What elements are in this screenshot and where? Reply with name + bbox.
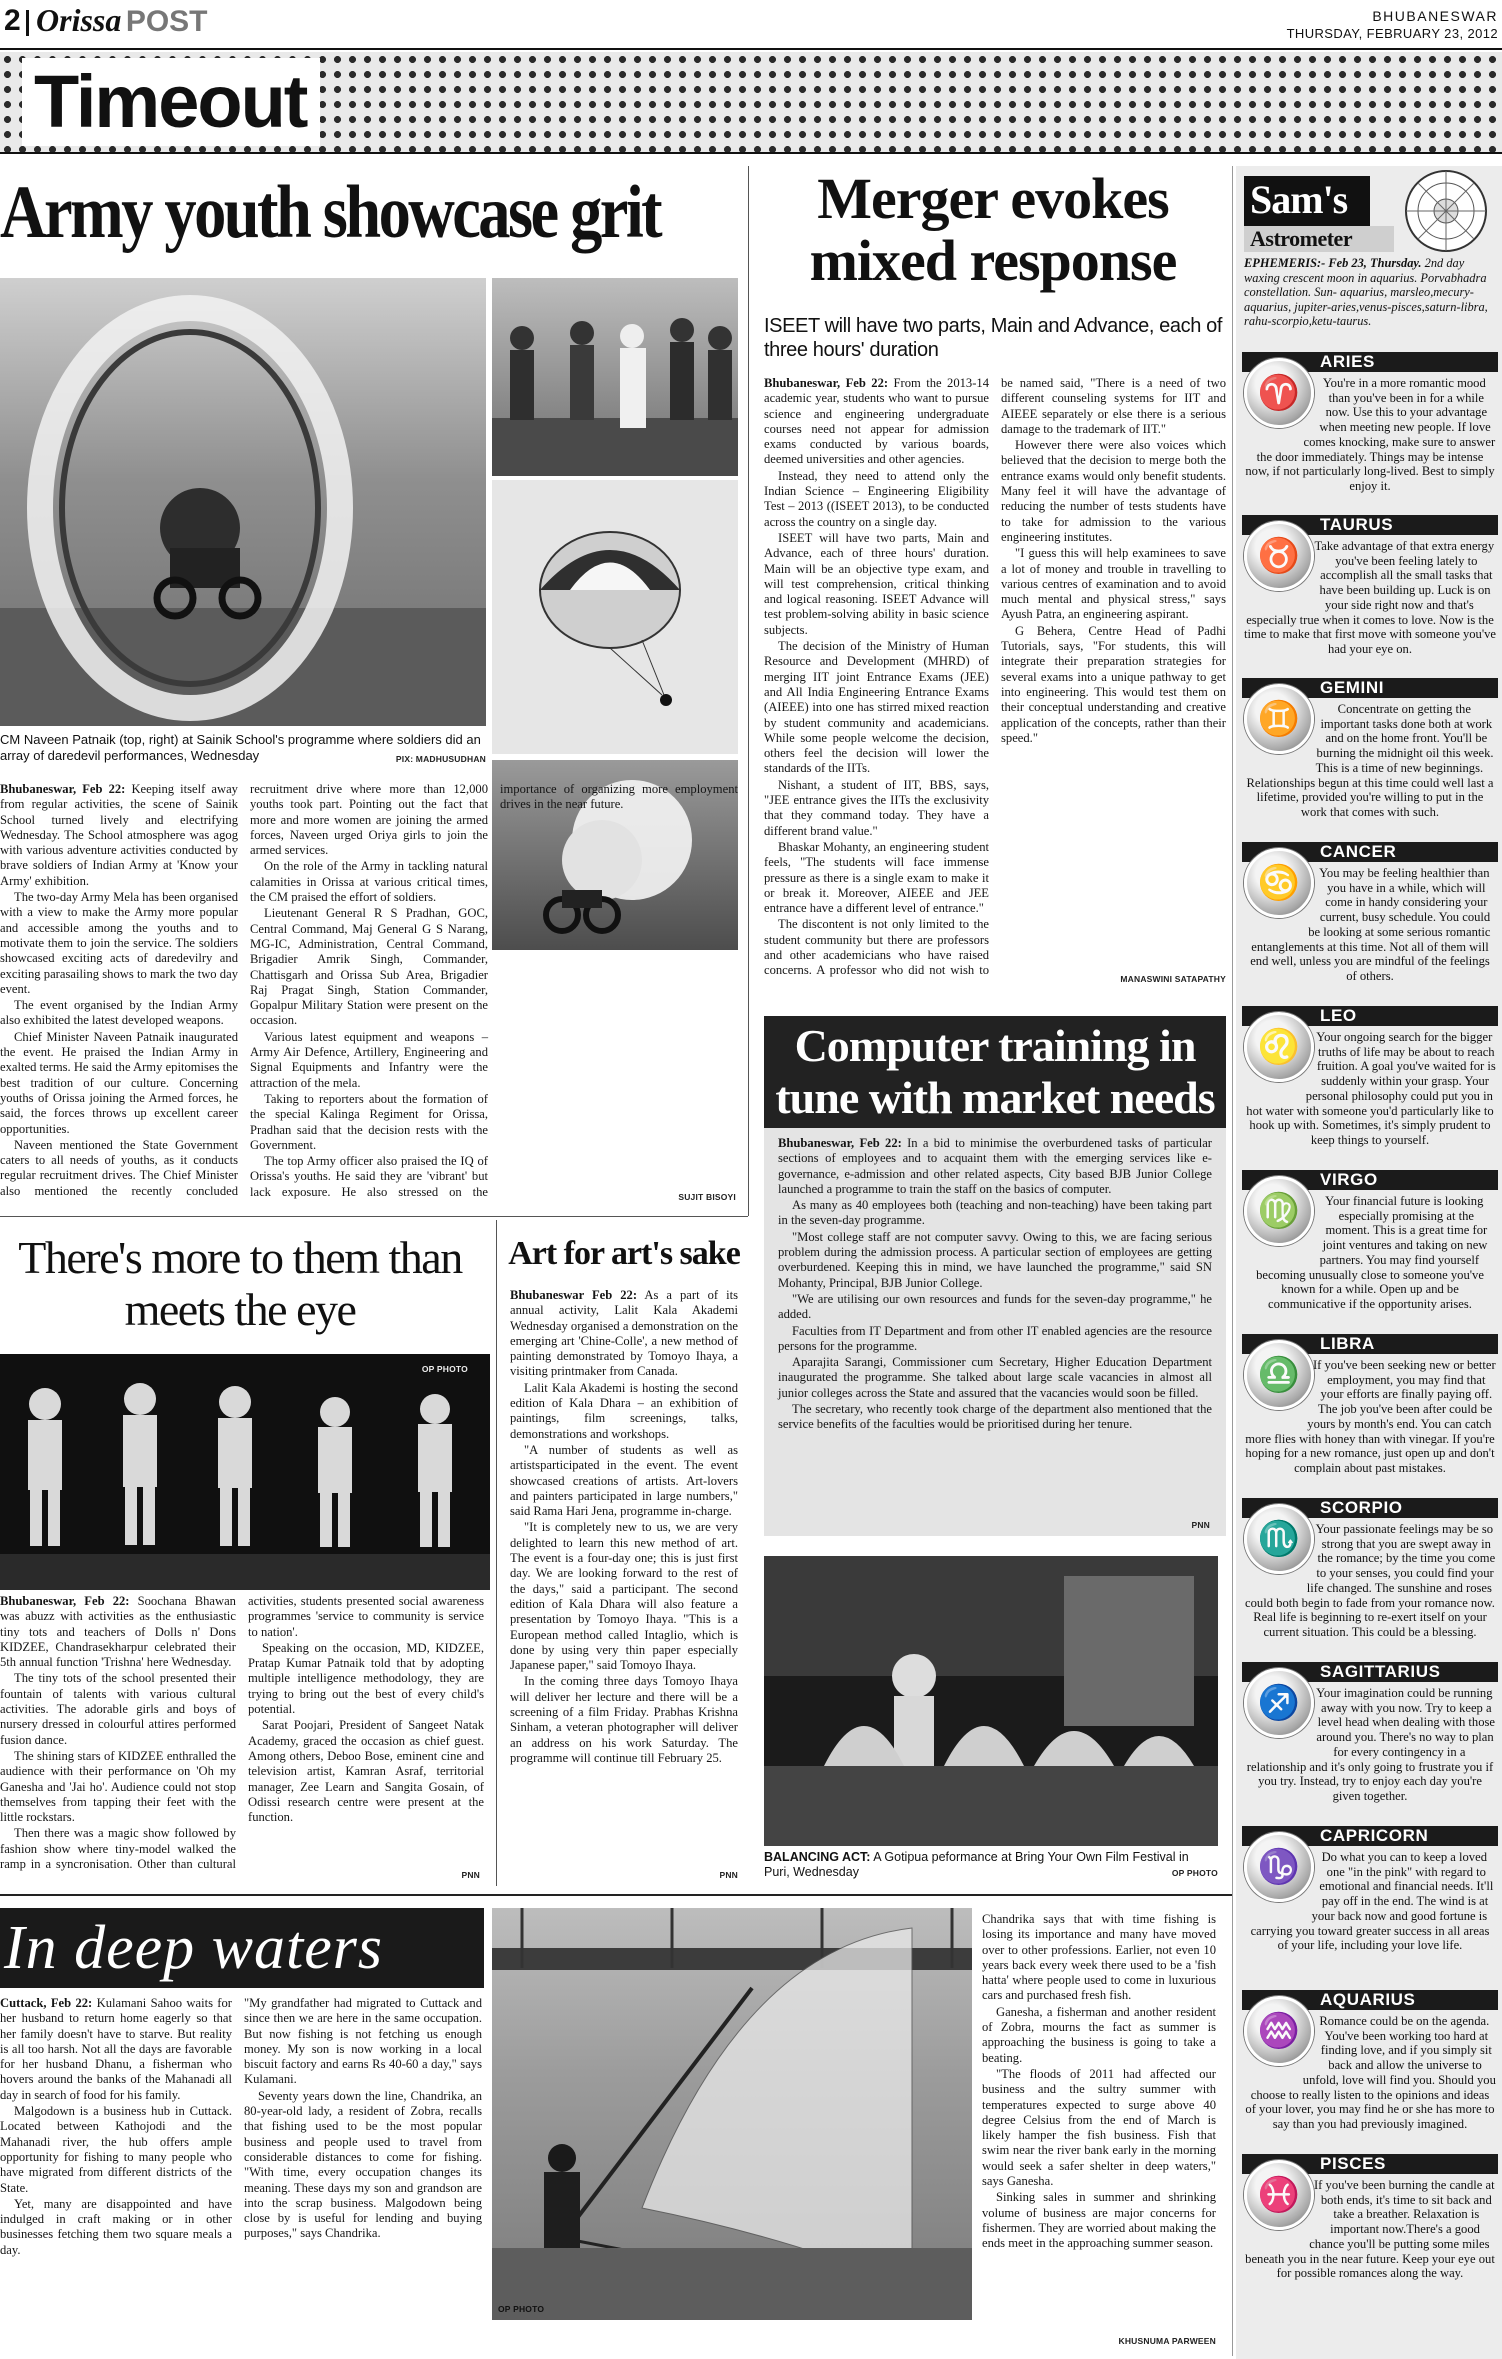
column-divider: [748, 166, 749, 1216]
sign-glyph: ♒: [1257, 2013, 1301, 2050]
sign-title: CANCER: [1242, 842, 1498, 862]
sign-reading-text: You may be feeling healthier than you have in a while, which will come in handy considering your current, busy schedule. You could be looking at some serious romantic entanglements at this time. Not all of them will end well, unless you are mindful of the feelings of others.: [1250, 866, 1491, 983]
art-headline: Art for art's sake: [508, 1235, 740, 1272]
sign-reading-text: You're in a more romantic mood than you've been in for a while now. Use this to your advantage when meeting new people. If love comes knocking, make sure to answer the door immediately. Things may be intense now, if not particularly long-lived. Best to simply enjoy it.: [1245, 376, 1496, 493]
sign-reading: [1244, 2178, 1496, 2281]
cm-crowd-graphic: [492, 278, 738, 476]
computer-para: "We are utilising our own resources and funds for the seven-day programme," he added.: [778, 1291, 1212, 1322]
section-divider: [0, 1894, 1232, 1896]
army-para: The top Army officer also praised the IQ of Orissa's youths. He said they are 'vibrant' but lack exposure. He also stressed on the importance of organizing more employment drives in the near future.: [250, 782, 738, 1199]
waters-para: Kulamani Sahoo waits for her husband to return home eagerly so that her family doesn't have to starve. But reality is all too harsh. Not all the days are favorable for her husband Dhanu, a fisherman who hovers around the banks of the Mahanadi all day in search of food for his family.: [0, 1996, 232, 2102]
army-photo-credit: PIX: MADHUSUDHAN: [395, 754, 486, 764]
computer-headline-line2: tune with market needs: [775, 1072, 1215, 1123]
sign-reading: [1244, 1850, 1496, 1953]
merger-headline-line1: Merger evokes: [817, 166, 1169, 231]
sign-glyph: ♊: [1257, 701, 1301, 738]
waters-para: Sinking sales in summer and shrinking volume of business are major concerns for fishermen. They are worried about making the ends meet in the approaching summer season.: [982, 2190, 1216, 2251]
army-caption: CM Naveen Patnaik (top, right) at Sainik School's programme where soldiers did an array of daredevil performances, Wednesday: [0, 732, 481, 763]
paper-name-post: POST: [125, 5, 208, 38]
sign-reading-text: Your financial future is looking especially promising at the moment. This is a great time for joint ventures and taking on new partners. You may find yourself becoming unusually close to someone you've known for a while. Open up and be communicative if the opportunity arises.: [1256, 1194, 1488, 1311]
gotipua-caption-label: BALANCING ACT:: [764, 1850, 871, 1864]
waters-headline: In deep waters: [4, 1914, 384, 1982]
sign-reading: [1244, 1030, 1496, 1148]
art-body: [510, 1288, 738, 1767]
sign-title: SAGITTARIUS: [1242, 1662, 1498, 1682]
sign-glyph: ♐: [1257, 1685, 1301, 1722]
art-para: As a part of its annual activity, Lalit Kala Akademi Wednesday organised a demonstration on the emerging art 'Chine-Colle', a new method of painting demonstrated by Tomoyo Ihaya, a visiting printmaker from Canada.: [510, 1288, 738, 1379]
merger-para: Instead, they need to attend only the Indian Science – Engineering Eligibility Test – 2013 ((ISEET 2013), to be conducted across the country on a single day.: [764, 468, 989, 529]
sign-reading: [1244, 1522, 1496, 1640]
army-para: The event organised by the Indian Army also exhibited the latest developed weapons.: [0, 998, 238, 1028]
sign-glyph: ♎: [1257, 1357, 1301, 1394]
kids-headline-line2: meets the eye: [124, 1284, 356, 1335]
sign-title: VIRGO: [1242, 1170, 1498, 1190]
merger-byline: MANASWINI SATAPATHY: [1120, 974, 1226, 984]
ephemeris-text: 2nd day waxing crescent moon in aquarius. Porvabhadra constellation. Sun- aquarius, marsleo,mecury-aquarius, jupiter-aries,venus-pisces,saturn-libra, rahu-scorpio,ketu-taurus.: [1244, 256, 1488, 328]
sign-title: SCORPIO: [1242, 1498, 1498, 1518]
merger-subhead: ISEET will have two parts, Main and Advance, each of three hours' duration: [764, 315, 1222, 361]
merger-headline: [756, 168, 1230, 292]
paper-name-orissa: Orissa: [36, 2, 122, 38]
kids-photo: [0, 1354, 490, 1590]
kids-headline: [0, 1232, 480, 1336]
gotipua-credit: OP PHOTO: [1171, 1868, 1218, 1878]
sign-glyph: ♑: [1257, 1849, 1301, 1886]
kids-dance-graphic: [0, 1354, 490, 1590]
sign-reading: [1244, 539, 1496, 657]
merger-dateline: Bhubaneswar, Feb 22:: [764, 376, 889, 390]
ephemeris-label: EPHEMERIS:-: [1244, 256, 1326, 270]
kids-headline-line1: There's more to them than: [18, 1232, 462, 1283]
date: THURSDAY, FEBRUARY 23, 2012: [1286, 26, 1498, 41]
sign-reading-text: Your imagination could be running away with you now. Try to keep a level head when dealing with those around you. There's no way to plan for every contingency in a relationship and it's only going to frustrate you if you try. Instead, try to enjoy each day you're given together.: [1246, 1686, 1495, 1803]
waters-para: Malgodown is a business hub in Cuttack. Located between Kathojodi and the Mahanadi river, the hub offers ample opportunity for fishing to many people who have migrated from different districts of the State.: [0, 2104, 232, 2195]
gotipua-photo: [764, 1556, 1218, 1846]
astro-title: Astrometer: [1244, 226, 1394, 252]
sign-reading-text: Do what you can to keep a loved one "in the pink" with regard to emotional and financial needs. It'll pay off in the end. The wind is at your back now and good fortune is carrying you toward greater success in all areas of your life, including your love life.: [1250, 1850, 1494, 1953]
computer-para: "Most college staff are not computer savvy. Owing to this, we are facing serious problem during the admission process. A particular section of employees are getting overburdened. Keeping this in mind, we have launched the programme," said SN Mohanty, Principal, BJB Junior College.: [778, 1229, 1212, 1290]
masthead-rule: [0, 48, 1502, 50]
kids-para: Then there was a magic show followed by fashion show where tiny-model walked the ramp in a syncronisation. Other than cultural activities, students presented social awareness programmes 'service to community is service to nation'.: [0, 1594, 484, 1872]
ephemeris-date: Feb 23, Thursday.: [1328, 256, 1422, 270]
army-byline: SUJIT BISOYI: [678, 1192, 736, 1202]
sign-reading: [1244, 866, 1496, 984]
army-headline: Army youth showcase grit: [0, 171, 661, 254]
sign-title: GEMINI: [1242, 678, 1498, 698]
sign-reading-text: If you've been seeking new or better employment, you may find that your efforts are finally paying off. The job you've been after could be yours by month's end. You can catch more flies with honey than with vinegar. If you're hoping for a new romance, just open up and don't complain about past mistakes.: [1245, 1358, 1496, 1475]
sign-glyph: ♋: [1257, 865, 1301, 902]
computer-para: In a bid to minimise the overburdened tasks of particular sections of employees and to acquaint them with the emerging services like e-governance, e-admission and other related aspects, City based BJB Junior College launched a programme to train the staff on the basics of computer.: [778, 1136, 1212, 1196]
sign-reading-text: Your passionate feelings may be so strong that you are swept away in the romance; by the time you come to your senses, you could find your life changed. The sunshine and roses could both begin to fade from your romance now. Real life is beginning to re-exert itself on your current situation. This could be a blessing.: [1245, 1522, 1496, 1639]
sign-title: LIBRA: [1242, 1334, 1498, 1354]
page-number: 2: [4, 4, 21, 37]
section-title: Timeout: [22, 58, 320, 146]
art-para: Lalit Kala Akademi is hosting the second edition of Kala Dhara – an exhibition of paintings, film screenings, talks, demonstrations and workshops.: [510, 1380, 738, 1441]
sign-glyph: ♏: [1257, 1521, 1301, 1558]
sign-reading-text: Take advantage of that extra energy you've been feeling lately to accomplish all the small tasks that have been building up. Luck is on your side right now and that's especially true when it comes to love. Now is the time to make that first move with someone you've had your eye on.: [1244, 539, 1496, 656]
merger-para: The discontent is not only limited to the student community but there are professors and other academicians who have raised concerns. A professor who did not wish to be named said, "There is a need of two different counseling systems for IIT and AIEEE separately or else there is a serious damage to the trademark of IIT.": [764, 376, 1226, 978]
masthead-divider: [26, 10, 29, 36]
sign-reading: [1244, 2014, 1496, 2132]
art-para: "It is completely new to us, we are very delighted to learn this new method of art. The event is a four-day one; this is just first day. We are looking forward to the rest of the days," said a participant. The second edition of Kala Dhara will also feature a presentation by Tomoyo Ihaya. "This is a European method called Intaglio, which is done by using very thin paper especially Japanese paper," said Tomoyo Ihaya.: [510, 1520, 738, 1673]
sign-title: LEO: [1242, 1006, 1498, 1026]
army-para: Various latest equipment and weapons – Army Air Defence, Artillery, Engineering and Signal Equipments and Infantry were the attraction of the mela.: [250, 1029, 488, 1090]
computer-para: Aparajita Sarangi, Commissioner cum Secretary, Higher Education Department inaugurated the programme. She talked about large scale vacancies in almost all junior colleges across the State and assured that the vacancies would soon be filled.: [778, 1355, 1212, 1400]
gotipua-graphic: [764, 1556, 1218, 1846]
waters-photo: [492, 1908, 972, 2320]
sign-reading-text: Your ongoing search for the bigger truths of life may be about to reach fruition. A goal you've waited for is suddenly within your grasp. Your personal philosophy could put you in hot water with someone you'd particularly like to hook up with. Sometimes, it's simply prudent to keep things to yourself.: [1246, 1030, 1496, 1147]
army-para: Lieutenant General R S Pradhan, GOC, Central Command, Maj General G S Narang, MG-IC, Administration, Central Command, Brigadier Amrik Singh, Commander, Chattisgarh and Orissa Sub Area, Brigadier Raj Pragat Singh, Station Commander, Gopalpur Military Station were present on the occasion.: [250, 906, 488, 1028]
army-dateline: Bhubaneswar, Feb 22:: [0, 782, 126, 796]
masthead: [0, 0, 1502, 50]
merger-para: The decision of the Ministry of Human Resource and Development (MHRD) of merging IIT joint Entrance Exams (JEE) and All India Engineering Entrance Exams (AIEEE) into one has stirred mixed reaction by student community and academicians. While some people welcome the decision, others feel the decision will lower the standards of the IITs.: [764, 639, 989, 776]
army-cm-photo: [492, 278, 738, 476]
sign-title: ARIES: [1242, 352, 1498, 372]
sign-glyph: ♓: [1257, 2177, 1301, 2214]
section-rule: [0, 152, 1502, 154]
army-body: [0, 782, 738, 1208]
army-para: The two-day Army Mela has been organised with a view to make the Army more popular and accessible among the youths and to motivate them to join the service. The soldiers showcased exciting acts of daredevilry and exciting parasailing shows to mark the two day event.: [0, 890, 238, 996]
sign-title: PISCES: [1242, 2154, 1498, 2174]
waters-para: "The floods of 2011 had affected our business and the sultry summer with temperatures expected to surge above 40 degree Celsius from the end of March is likely hamper the fish business. Fish that swim near the river bank early in the morning would seek a safer shelter in deep waters," says Ganesha.: [982, 2066, 1216, 2189]
column-divider: [1232, 166, 1233, 2356]
waters-para: Seventy years down the line, Chandrika, an 80-year-old lady, a resident of Zobra, recalls that fishing used to be the most popular business and people used to travel from considerable distances to come for fishing. "With time, every occupation changes its meaning. These days my son and grandson are into the scrap business. Malgodown being close by is useful for lending and buying purposes," says Chandrika.: [244, 2088, 482, 2241]
army-bike-fire-photo: [0, 278, 486, 726]
army-para: Naveen mentioned the State Government caters to all needs of youths, as it conducts regular recruitment drives. The Chief Minister also mentioned the recently concluded recruitment drive where more than 12,000 youths took part. Pointing out the fact that more and more women are joining the armed forces, Naveen urged Oriya girls to join the armed services.: [0, 782, 488, 1198]
merger-para: "I guess this will help examinees to save a lot of money and trouble in travelling to various centres of examination and to avoid much mental and physical stress," says Ayush Patra, an engineering aspirant.: [1001, 546, 1226, 622]
waters-dateline: Cuttack, Feb 22:: [0, 1996, 93, 2010]
computer-para: The secretary, who recently took charge of the department also mentioned that the service benefits of the faculties would be prioritised during her tenure.: [778, 1402, 1212, 1432]
merger-para: Bhaskar Mohanty, an engineering student feels, "The students will face immense pressure as there is a single exam to make it or break it. Moreover, AIEEE and JEE entrance have a different level of entrance.": [764, 839, 989, 916]
fisherman-graphic: [492, 1908, 972, 2320]
art-para: "A number of students as well as artistsparticipated in the event. The event showcased creations of artists. Art-lovers and painters participated in large numbers," said Rama Hari Jena, programme in-charge.: [510, 1442, 738, 1519]
sign-title: CAPRICORN: [1242, 1826, 1498, 1846]
sign-reading-text: Concentrate on getting the important tasks done both at work and on the home front. You'll be burning the midnight oil this week. This is a time of new beginnings. Relationships begun at this time could well last a lifetime, provided you're willing to put in the work that comes with such.: [1246, 702, 1494, 819]
waters-byline: KHUSNUMA PARWEEN: [1118, 2336, 1216, 2346]
kids-para: The shining stars of KIDZEE enthralled the audience with their performance on 'Oh my Ganesha and 'Jai ho'. Audience could not stop themselves from tapping their feet with the little rockstars.: [0, 1748, 236, 1825]
merger-para: From the 2013-14 academic year, students who want to pursue science and engineering undergraduate courses need not appear for admission exams conducted by various boards, deemed universities and other agencies.: [764, 376, 989, 467]
computer-dateline: Bhubaneswar, Feb 22:: [778, 1136, 902, 1150]
kids-credit: PNN: [461, 1870, 480, 1880]
astro-brand: Sam's: [1244, 176, 1370, 226]
computer-headline: [764, 1016, 1226, 1128]
kids-para: Sarat Poojari, President of Sangeet Natak Academy, graced the occasion as chief guest. Among others, Deboo Bose, eminent cine and television artist, Kamran Asraf, territorial manager, Zee Learn and Sangita Gosain, of Odissi research centre were present at the function.: [248, 1718, 484, 1825]
city: BHUBANESWAR: [1372, 8, 1498, 24]
waters-col1: [0, 1996, 232, 2352]
computer-box: [764, 1016, 1226, 1536]
bike-fire-graphic: [0, 278, 486, 726]
parachute-graphic: [492, 480, 738, 754]
sign-glyph: ♈: [1257, 375, 1301, 412]
waters-photo-credit: OP PHOTO: [498, 2304, 545, 2314]
kids-para: Speaking on the occasion, MD, KIDZEE, Pratap Kumar Patnaik told that by adopting multiple intelligence methodology, they are trying to bring out the best of every child's potential.: [248, 1640, 484, 1717]
army-para: Taking to reporters about the formation of the special Kalinga Regiment for Orissa, Pradhan said that the decision rests with the Government.: [250, 1091, 488, 1152]
waters-para: "My grandfather had migrated to Cuttack and since then we are here in the same occupation. But now fishing is not fetching us enough money. My son is now working in a local biscuit factory and earns Rs 40-60 a day," says Kulamani.: [244, 1996, 482, 2087]
army-parachute-photo: [492, 480, 738, 754]
astro-ephemeris: [1244, 256, 1498, 329]
waters-col3: [982, 1912, 1216, 2332]
merger-para: G Behera, Centre Head of Padhi Tutorials, says, "For students, this will integrate their preparation strategies for several exams into a unique pathway to get into engineering. This would test them on their conceptual understanding and creative application of the concepts, rather than their speed.": [1001, 623, 1226, 745]
computer-para: Faculties from IT Department and from other IT enabled agencies are the resource persons for the programme.: [778, 1323, 1212, 1353]
paper-name: [36, 4, 208, 43]
merger-para: ISEET will have two parts, Main and Advance, each of three hours' duration. Main will be an objective type exam, and will test comprehension, critical thinking and logical reasoning. ISEET Advance will test problem-solving ability in basic science subjects.: [764, 530, 989, 637]
kids-para: Soochana Bhawan was abuzz with activities as the enthusiastic tiny tots and teachers of Dolls n' Dons KIDZEE, Chandrasekharpur celebrated their 5th annual function 'Trishna' here Wednesday.: [0, 1594, 236, 1670]
sign-reading: [1244, 376, 1496, 494]
army-para: On the role of the Army in tackling natural calamities in Orissa at various critical times, the CM praised the effort of soldiers.: [250, 859, 488, 905]
computer-credit: PNN: [1191, 1520, 1210, 1530]
kids-para: The tiny tots of the school presented their fountain of talents with various cultural activities. The adorable girls and boys of nursery dressed in colourful attires performed fusion dance.: [0, 1671, 236, 1747]
waters-para: Yet, many are disappointed and have indulged in craft making or in other businesses fetching them two square meals a day.: [0, 2196, 232, 2257]
waters-col2: [244, 1996, 482, 2352]
sign-title: AQUARIUS: [1242, 1990, 1498, 2010]
sign-reading: [1244, 1194, 1496, 1312]
sign-glyph: ♍: [1257, 1193, 1301, 1230]
kids-dateline: Bhubaneswar, Feb 22:: [0, 1594, 130, 1608]
kids-photo-credit: OP PHOTO: [421, 1364, 468, 1374]
section-divider: [0, 1216, 748, 1217]
army-para: Keeping itself away from regular activities, the scene of Sainik School turned lively and electrifying Wednesday. The School atmosphere was agog with various adventure activities conducted by brave soldiers of Indian Army at 'Know your Army' exhibition.: [0, 782, 238, 888]
merger-body: [764, 376, 1226, 988]
computer-body: [778, 1136, 1212, 1434]
waters-headline-bar: [0, 1908, 484, 1988]
art-para: In the coming three days Tomoyo Ihaya will deliver her lecture and there will be a screening of a film Friday. Prabhas Krishna Sinham, a veteran photographer will deliver an address on his work Saturday. The programme will continue till February 25.: [510, 1674, 738, 1765]
sign-reading: [1244, 702, 1496, 820]
art-credit: PNN: [719, 1870, 738, 1880]
merger-para: However there were also voices which believed that the decision to merge both the entrance exams would only benefit students. Many feel it will have the advantage of reducing the number of tests students have to take for admission to the various engineering institutes.: [1001, 438, 1226, 544]
computer-para: As many as 40 employees both (teaching and non-teaching) have been taking part in the seven-day programme.: [778, 1198, 1212, 1228]
sign-glyph: ♌: [1257, 1029, 1301, 1066]
sign-reading-text: Romance could be on the agenda. You've been working too hard at finding love, and if you simply sit back and allow the universe to unfold, love will find you. Should you choose to really listen to the opinions and ideas of your lover, you may find he or she has more to say than you had previously imagined.: [1245, 2014, 1496, 2131]
sign-reading-text: If you've been burning the candle at both ends, it's time to sit back and take a breather. Relaxation is important now.There's a good chance you'll be putting some miles beneath you in the near future. Keep your eye out for possible romances along the way.: [1245, 2178, 1495, 2281]
sign-reading: [1244, 1686, 1496, 1804]
gotipua-caption-text: A Gotipua peformance at Bring Your Own Film Festival in Puri, Wednesday: [764, 1850, 1189, 1879]
merger-para: Nishant, a student of IIT, BBS, says, "JEE entrance gives the IITs the exclusivity that they command today. They have a different brand value.": [764, 777, 989, 838]
zodiac-wheel-icon: [1396, 166, 1496, 256]
sign-glyph: ♉: [1257, 538, 1301, 575]
army-para: Chief Minister Naveen Patnaik inaugurated the event. He praised the Indian Army in exalted terms. He said the Army epitomises the best tradition of our culture. Concerning youths of Orissa joining the Armed forces, he said, the forces throws up excellent career opportunities.: [0, 1029, 238, 1136]
sign-title: TAURUS: [1242, 515, 1498, 535]
waters-para: Chandrika says that with time fishing is losing its importance and many have moved over to other professions. Earlier, not even 10 years back every week there used to be a 'fish hatta' where people used to come in luxurious cars and purchased fresh fish.: [982, 1912, 1216, 2003]
waters-para: Ganesha, a fisherman and another resident of Zobra, mourns the fact as summer is approaching the business is going to take a beating.: [982, 2004, 1216, 2065]
art-dateline: Bhubaneswar Feb 22:: [510, 1288, 638, 1302]
kids-body: [0, 1594, 484, 1884]
column-divider: [496, 1220, 497, 1886]
computer-headline-line1: Computer training in: [794, 1020, 1196, 1071]
merger-headline-line2: mixed response: [809, 228, 1177, 293]
sign-reading: [1244, 1358, 1496, 1476]
